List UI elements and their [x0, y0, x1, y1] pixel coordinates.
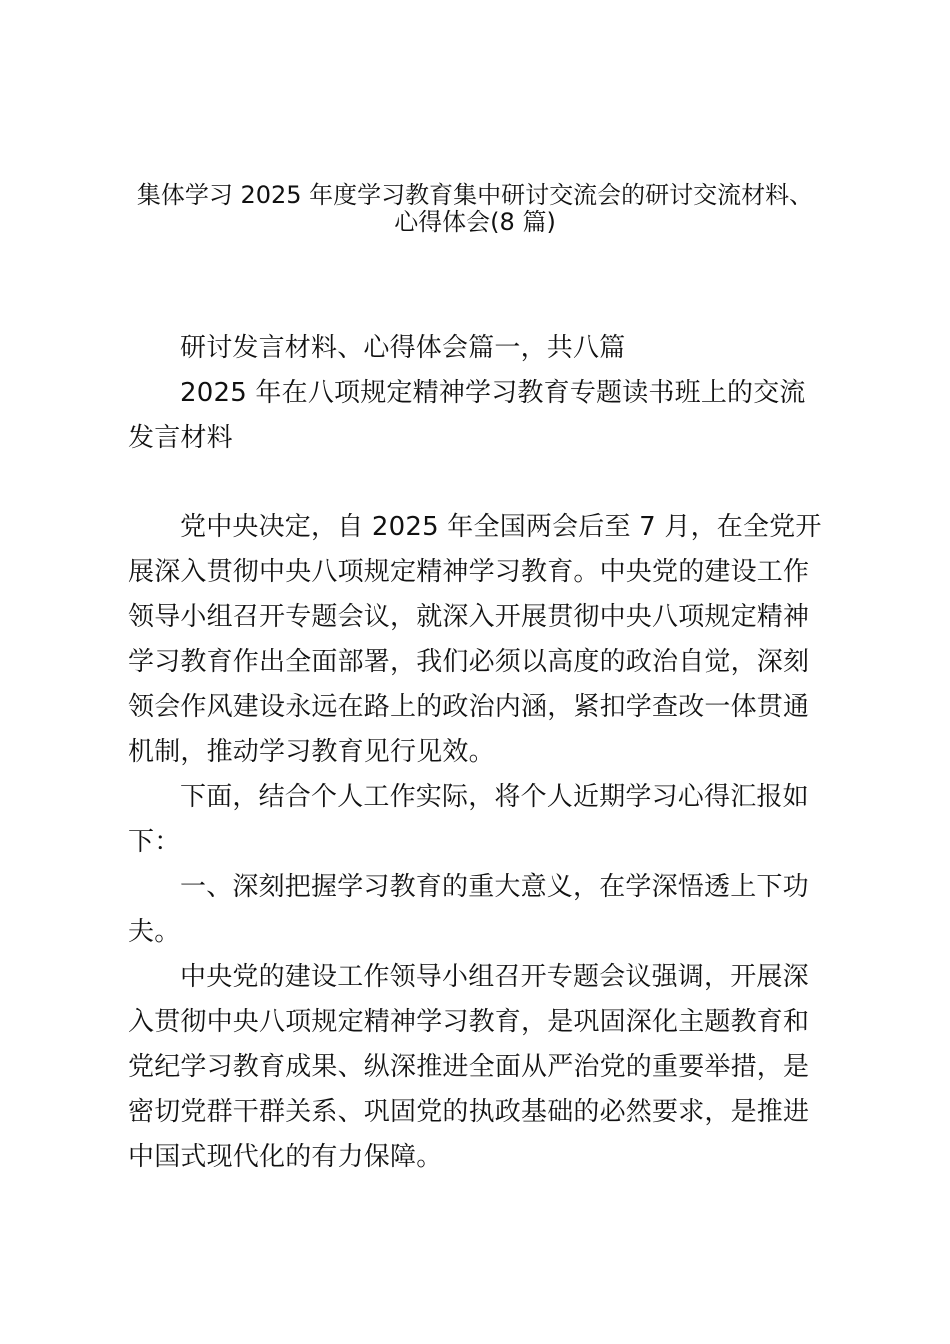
- body-paragraph: 下面，结合个人工作实际，将个人近期学习心得汇报如下：: [128, 782, 809, 857]
- section-heading: 一、深刻把握学习教育的重大意义，在学深悟透上下功夫。: [128, 872, 809, 947]
- body-paragraph: 中央党的建设工作领导小组召开专题会议强调，开展深入贯彻中央八项规定精神学习教育，是巩固深化主题教育和党纪学习教育成果、纵深推进全面从严治党的重要举措，是密切党群干群关系、巩固党的执政基础的必然要求，是推进中国式现代化的有力保障。: [128, 962, 810, 1172]
- document-title-line-1: 集体学习 2025 年度学习教育集中研讨交流会的研讨交流材料、: [136, 181, 814, 209]
- document-title-line-2: 心得体会(8 篇): [394, 208, 556, 236]
- section-subtitle: 研讨发言材料、心得体会篇一，共八篇: [180, 333, 626, 363]
- body-paragraph: 党中央决定，自 2025 年全国两会后至 7 月，在全党开展深入贯彻中央八项规定精神学习教育。中央党的建设工作领导小组召开专题会议，就深入开展贯彻中央八项规定精神学习教育作出全面部署，我们必须以高度的政治自觉，深刻领会作风建设永远在路上的政治内涵，紧扣学查改一体贯通机制，推动学习教育见行见效。: [128, 512, 822, 767]
- article-headline: 2025 年在八项规定精神学习教育专题读书班上的交流发言材料: [128, 378, 806, 453]
